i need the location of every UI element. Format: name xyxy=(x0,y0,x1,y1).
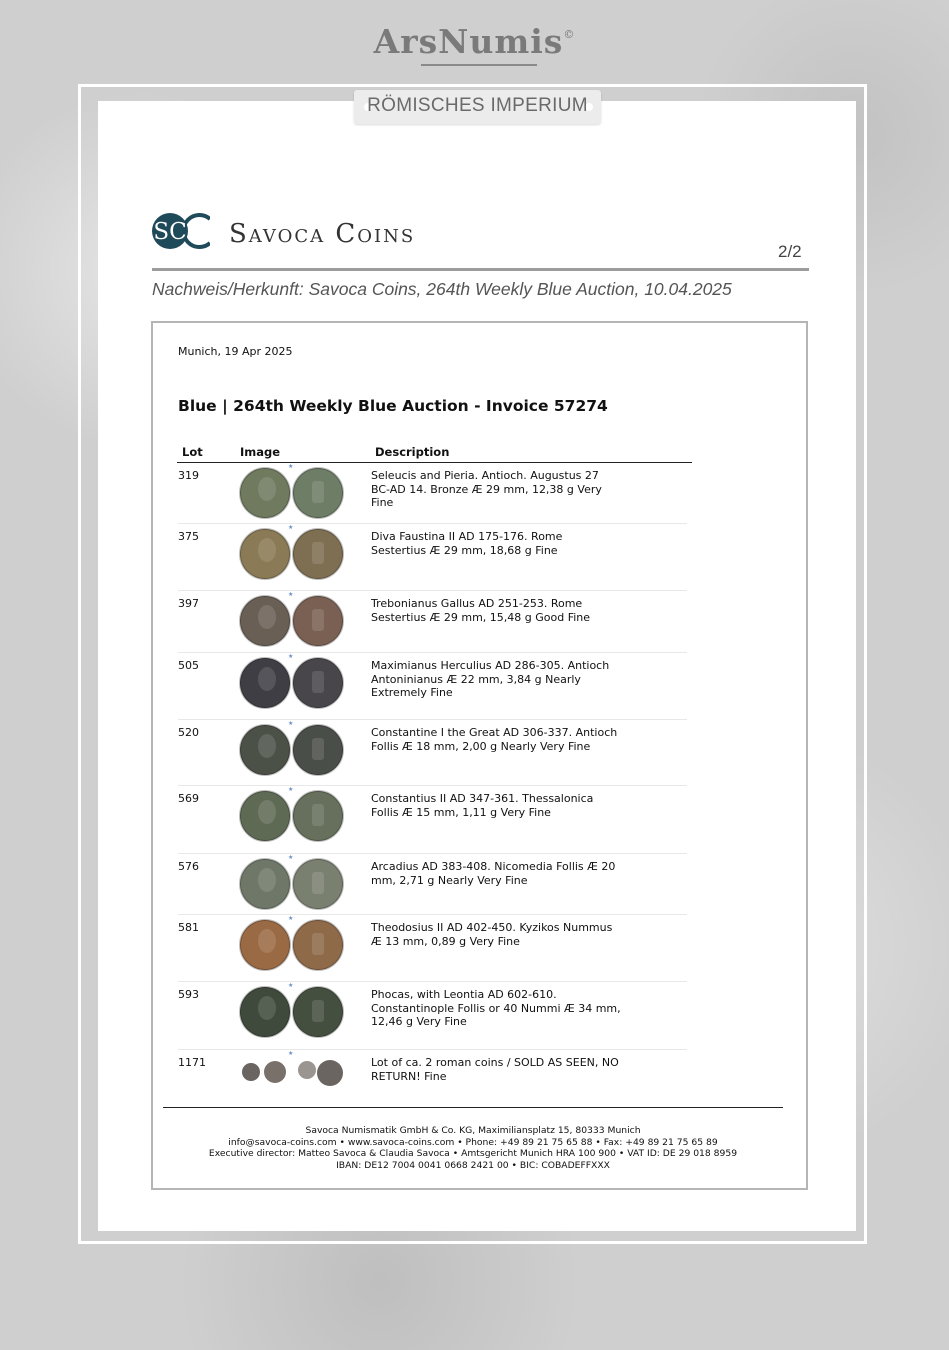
table-row xyxy=(178,463,687,524)
table-row xyxy=(178,786,687,854)
col-header-lot: Lot xyxy=(182,445,203,459)
footer-line-address: Savoca Numismatik GmbH & Co. KG, Maximiliansplatz 15, 80333 Munich xyxy=(305,1125,641,1136)
lot-number: 593 xyxy=(178,988,199,1001)
invoice-footer xyxy=(163,1125,783,1171)
lot-number: 569 xyxy=(178,792,199,805)
company-name xyxy=(229,219,415,249)
copyright-mark: © xyxy=(563,28,576,41)
logo-monogram: SC xyxy=(153,219,187,245)
coin-image xyxy=(238,467,346,519)
lot-description: Theodosius II AD 402-450. Kyzikos Nummus Æ 13 mm, 0,89 g Very Fine xyxy=(371,921,613,948)
company-name-second: Coins xyxy=(335,219,416,249)
savoca-logo-icon xyxy=(152,213,210,249)
footer-line-contact: info@savoca-coins.com • www.savoca-coins.com • Phone: +49 89 21 75 65 88 • Fax: +49 89 21 75 65 89 xyxy=(228,1136,718,1148)
image-marker-icon: ★ xyxy=(288,915,294,922)
coin-image xyxy=(238,790,346,842)
coin-image xyxy=(238,595,346,647)
header-divider xyxy=(152,268,809,271)
lot-description: Diva Faustina II AD 175-176. Rome Sestertius Æ 29 mm, 18,68 g Fine xyxy=(371,530,563,557)
footer-rule xyxy=(163,1107,783,1108)
lot-number: 520 xyxy=(178,726,199,739)
coin-image xyxy=(238,986,346,1038)
coin-image xyxy=(238,919,346,971)
table-row xyxy=(178,1050,687,1095)
image-marker-icon: ★ xyxy=(288,1050,294,1057)
table-row xyxy=(178,915,687,982)
col-header-image: Image xyxy=(240,445,281,459)
coin-image xyxy=(238,528,346,580)
lot-number: 375 xyxy=(178,530,199,543)
lot-number: 576 xyxy=(178,860,199,873)
table-row xyxy=(178,854,687,915)
lot-number: 505 xyxy=(178,659,199,672)
table-row xyxy=(178,524,687,591)
brand-underline xyxy=(421,64,537,66)
coin-image xyxy=(238,1054,346,1106)
image-marker-icon: ★ xyxy=(288,463,294,470)
lot-number: 581 xyxy=(178,921,199,934)
image-marker-icon: ★ xyxy=(288,854,294,861)
table-row xyxy=(178,591,687,653)
lot-description: Seleucis and Pieria. Antioch. Augustus 27 BC-AD 14. Bronze Æ 29 mm, 12,38 g Very Fine xyxy=(371,469,602,509)
footer-line-bank: IBAN: DE12 7004 0041 0668 2421 00 • BIC: COBADEFFXXX xyxy=(336,1159,610,1171)
footer-line-registry: Executive director: Matteo Savoca & Claudia Savoca • Amtsgericht Munich HRA 100 900 • VAT ID: DE 29 018 8959 xyxy=(208,1148,738,1160)
table-row xyxy=(178,720,687,786)
page-number: 2/2 xyxy=(778,242,802,261)
company-name-first: Savoca xyxy=(229,219,326,249)
invoice-date: Munich, 19 Apr 2025 xyxy=(178,345,293,358)
image-marker-icon: ★ xyxy=(288,786,294,793)
lot-description: Phocas, with Leontia AD 602-610. Constantinople Follis or 40 Nummi Æ 34 mm, 12,46 g Very Fine xyxy=(371,988,621,1028)
lot-description: Arcadius AD 383-408. Nicomedia Follis Æ 20 mm, 2,71 g Nearly Very Fine xyxy=(371,860,616,887)
col-header-description: Description xyxy=(375,445,450,459)
lot-description: Constantius II AD 347-361. Thessalonica Follis Æ 15 mm, 1,11 g Very Fine xyxy=(371,792,594,819)
table-row xyxy=(178,982,687,1050)
image-marker-icon: ★ xyxy=(288,653,294,660)
lot-description: Constantine I the Great AD 306-337. Antioch Follis Æ 18 mm, 2,00 g Nearly Very Fine xyxy=(371,726,618,753)
coin-image xyxy=(238,657,346,709)
lot-number: 397 xyxy=(178,597,199,610)
lot-description: Trebonianus Gallus AD 251-253. Rome Sestertius Æ 29 mm, 15,48 g Good Fine xyxy=(371,597,591,624)
image-marker-icon: ★ xyxy=(288,982,294,989)
coin-image xyxy=(238,724,346,776)
lot-number: 319 xyxy=(178,469,199,482)
invoice-title: Blue | 264th Weekly Blue Auction - Invoice 57274 xyxy=(178,397,608,415)
section-title: RÖMISCHES IMPERIUM xyxy=(367,95,588,116)
provenance-note: Nachweis/Herkunft: Savoca Coins, 264th Weekly Blue Auction, 10.04.2025 xyxy=(152,279,732,299)
image-marker-icon: ★ xyxy=(288,591,294,598)
lot-description: Maximianus Herculius AD 286-305. Antioch Antoninianus Æ 22 mm, 3,84 g Nearly Extremely Fine xyxy=(371,659,610,699)
image-marker-icon: ★ xyxy=(288,720,294,727)
table-row xyxy=(178,653,687,720)
lot-description: Lot of ca. 2 roman coins / SOLD AS SEEN, NO RETURN! Fine xyxy=(371,1056,619,1083)
arsnumis-logo: ArsNumis© xyxy=(373,22,576,61)
coin-image xyxy=(238,858,346,910)
lot-number: 1171 xyxy=(178,1056,206,1069)
image-marker-icon: ★ xyxy=(288,524,294,531)
